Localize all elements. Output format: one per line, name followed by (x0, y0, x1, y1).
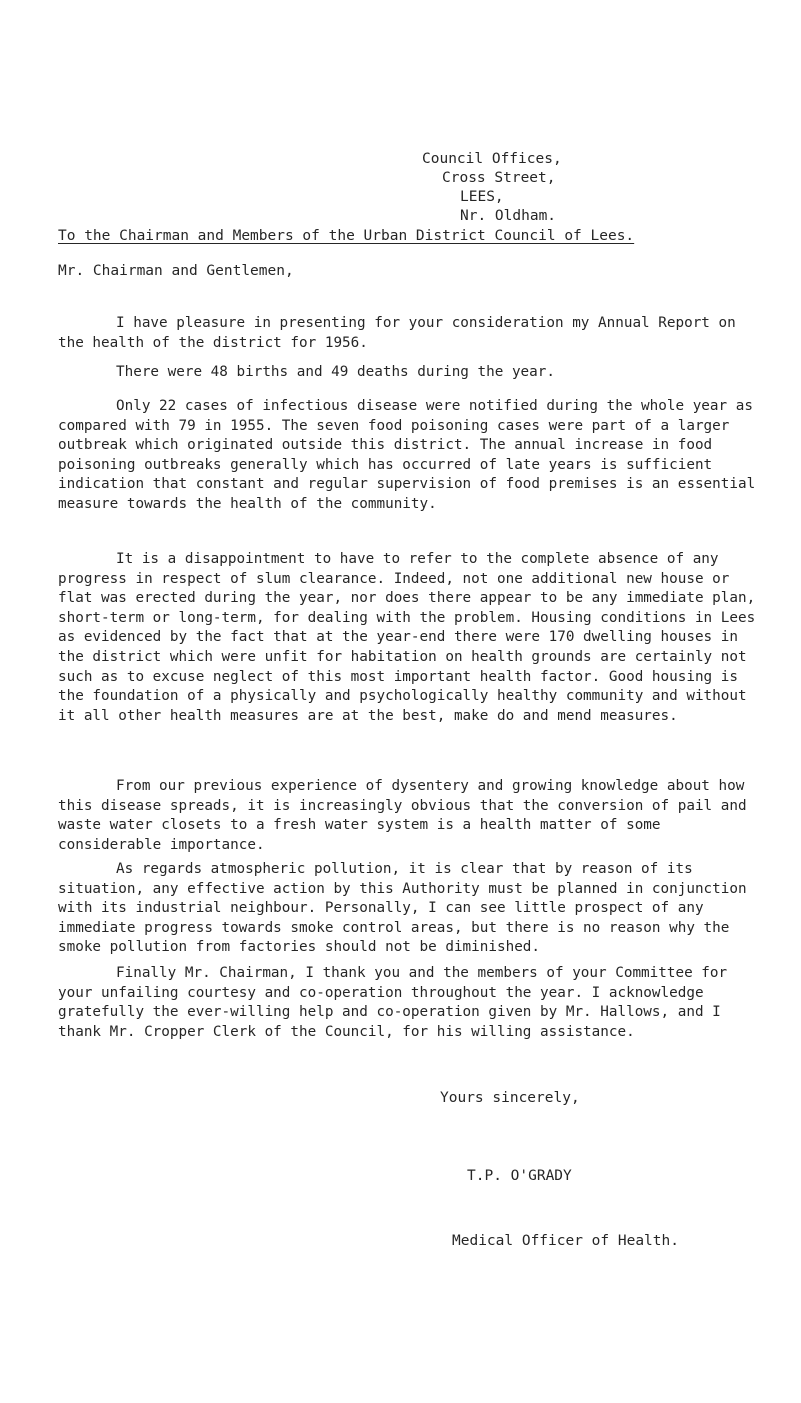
signatory-title: Medical Officer of Health. (452, 1233, 679, 1249)
paragraph: There were 48 births and 49 deaths during the year. (116, 364, 555, 380)
address-line: Cross Street, (442, 170, 556, 186)
address-line: Nr. Oldham. (460, 208, 557, 224)
sender-address (422, 150, 562, 226)
paragraph: Finally Mr. Chairman, I thank you and the members of your Committee for your unfailing courtesy and co-operation throughout the year. I acknowledge gratefully the ever-willing help and co-operation given by Mr. Hallows, and I thank Mr. Cropper Clerk of the Council, for his willing assistance. (58, 965, 728, 1040)
paragraph: Only 22 cases of infectious disease were notified during the whole year as compared with 79 in 1955. The seven food poisoning cases were part of a larger outbreak which originated outside this district. The annual increase in food poisoning outbreaks generally which has occurred of late years is sufficient indication that constant and regular supervision of food premises is an essential measure towards the health of the community. (58, 398, 756, 512)
closing: Yours sincerely, (440, 1090, 580, 1106)
paragraph: As regards atmospheric pollution, it is clear that by reason of its situation, any effective action by this Authority must be planned in conjunction with its industrial neighbour. Personally, I can see little prospect of any immediate progress towards smoke control areas, but there is no reason why the smoke pollution from factories should not be diminished. (58, 861, 747, 956)
paragraph: From our previous experience of dysentery and growing knowledge about how this disease spreads, it is increasingly obvious that the conversion of pail and waste water closets to a fresh water system is a health matter of some considerable importance. (58, 778, 747, 853)
addressee-line: To the Chairman and Members of the Urban District Council of Lees. (58, 228, 635, 244)
signature-name: T.P. O'GRADY (467, 1168, 572, 1184)
salutation: Mr. Chairman and Gentlemen, (58, 263, 294, 279)
paragraph: It is a disappointment to have to refer to the complete absence of any progress in respect of slum clearance. Indeed, not one additional new house or flat was erected during the year, nor does there appear to be any immediate plan, short-term or long-term, for dealing with the problem. Housing conditions in Lees as evidenced by the fact that at the year-end there were 170 dwelling houses in the district which were unfit for habitation on health grounds are certainly not such as to excuse neglect of this most important health factor. Good housing is the foundation of a physically and psychologically healthy community and without it all other health measures are at the best, make do and mend measures. (58, 551, 756, 724)
paragraph: I have pleasure in presenting for your consideration my Annual Report on the health of the district for 1956. (58, 315, 736, 351)
address-line: LEES, (460, 189, 504, 205)
address-line: Council Offices, (422, 151, 562, 167)
